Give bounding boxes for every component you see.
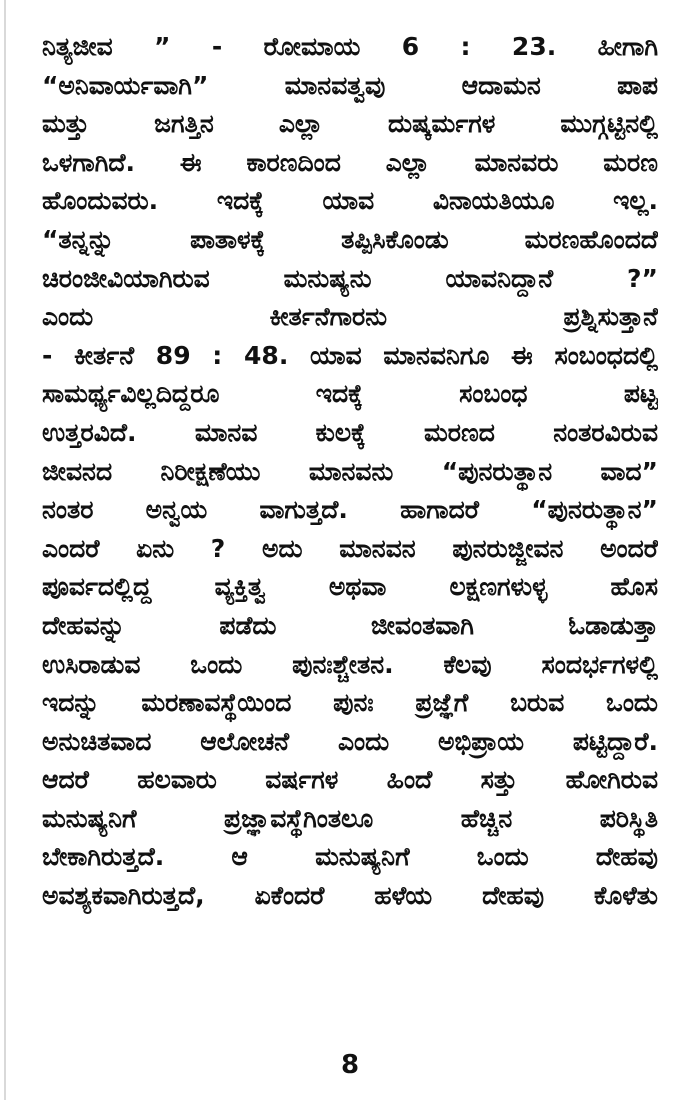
text-line: ಚಿರಂಜೀವಿಯಾಗಿರುವ ಮನುಷ್ಯನು ಯಾವನಿದ್ದಾನೆ ?” [42, 263, 658, 293]
text-line: ನಿತ್ಯಜೀವ ” - ರೋಮಾಯ 6 : 23. ಹೀಗಾಗಿ [42, 32, 658, 61]
text-line: ಆದರೆ ಹಲವಾರು ವರ್ಷಗಳ ಹಿಂದೆ ಸತ್ತು ಹೋಗಿರುವ [42, 765, 658, 795]
text-line: ನಂತರ ಅನ್ವಯ ವಾಗುತ್ತದೆ. ಹಾಗಾದರೆ “ಪುನರುತ್ಥಾನ” [42, 495, 658, 525]
page-edge-shadow [4, 0, 6, 1100]
text-line: ಹೊಂದುವರು. ಇದಕ್ಕೆ ಯಾವ ವಿನಾಯತಿಯೂ ಇಲ್ಲ. [42, 186, 658, 216]
text-line: ಉತ್ತರವಿದೆ. ಮಾನವ ಕುಲಕ್ಕೆ ಮರಣದ ನಂತರವಿರುವ [42, 417, 658, 447]
text-line: ಮತ್ತು ಜಗತ್ತಿನ ಎಲ್ಲಾ ದುಷ್ಕರ್ಮಗಳ ಮುಗ್ಗಟ್ಟಿನಲ್ಲಿ [42, 109, 658, 139]
page-number: 8 [340, 1050, 360, 1080]
text-line: ಮನುಷ್ಯನಿಗೆ ಪ್ರಜ್ಞಾವಸ್ಥೆಗಿಂತಲೂ ಹೆಚ್ಚಿನ ಪರಿಸ್ಥಿತಿ [42, 803, 658, 833]
text-line: ಜೀವನದ ನಿರೀಕ್ಷಣೆಯು ಮಾನವನು “ಪುನರುತ್ಥಾನ ವಾದ” [42, 456, 658, 486]
text-line: ಒಳಗಾಗಿದೆ. ಈ ಕಾರಣದಿಂದ ಎಲ್ಲಾ ಮಾನವರು ಮರಣ [42, 147, 658, 177]
body-text [42, 28, 658, 916]
text-line: ಪೂರ್ವದಲ್ಲಿದ್ದ ವ್ಯಕ್ತಿತ್ವ ಅಥವಾ ಲಕ್ಷಣಗಳುಳ್ಳ ಹೊಸ [42, 572, 658, 602]
text-line: “ಅನಿವಾರ್ಯವಾಗಿ” ಮಾನವತ್ವವು ಆದಾಮನ ಪಾಪ [42, 70, 658, 100]
text-line: ಅನುಚಿತವಾದ ಆಲೋಚನೆ ಎಂದು ಅಭಿಪ್ರಾಯ ಪಟ್ಟಿದ್ದಾರೆ. [42, 726, 658, 756]
text-line: - ಕೀರ್ತನೆ 89 : 48. ಯಾವ ಮಾನವನಿಗೂ ಈ ಸಂಬಂಧದಲ್ಲಿ [42, 340, 658, 370]
text-line: “ತನ್ನನ್ನು ಪಾತಾಳಕ್ಕೆ ತಪ್ಪಿಸಿಕೊಂಡು ಮರಣಹೊಂದದೆ [42, 224, 658, 254]
text-line: ಸಾಮರ್ಥ್ಯವಿಲ್ಲದಿದ್ದರೂ ಇದಕ್ಕೆ ಸಂಬಂಧ ಪಟ್ಟ [42, 379, 658, 409]
text-line: ಉಸಿರಾಡುವ ಒಂದು ಪುನಃಶ್ಚೇತನ. ಕೆಲವು ಸಂದರ್ಭಗಳಲ್ಲಿ [42, 649, 658, 679]
text-line: ಬೇಕಾಗಿರುತ್ತದೆ. ಆ ಮನುಷ್ಯನಿಗೆ ಒಂದು ದೇಹವು [42, 842, 658, 872]
text-line: ಎಂದರೆ ಏನು ? ಅದು ಮಾನವನ ಪುನರುಜ್ಜೀವನ ಅಂದರೆ [42, 533, 658, 563]
text-line: ದೇಹವನ್ನು ಪಡೆದು ಜೀವಂತವಾಗಿ ಓಡಾಡುತ್ತಾ [42, 610, 658, 640]
text-line: ಇದನ್ನು ಮರಣಾವಸ್ಥೆಯಿಂದ ಪುನಃ ಪ್ರಜ್ಞೆಗೆ ಬರುವ ಒಂದು [42, 688, 658, 718]
text-line: ಅವಶ್ಯಕವಾಗಿರುತ್ತದೆ, ಏಕೆಂದರೆ ಹಳೆಯ ದೇಹವು ಕೊಳೆತು [42, 881, 658, 911]
text-line: ಎಂದು ಕೀರ್ತನೆಗಾರನು ಪ್ರಶ್ನಿಸುತ್ತಾನೆ [42, 302, 658, 332]
